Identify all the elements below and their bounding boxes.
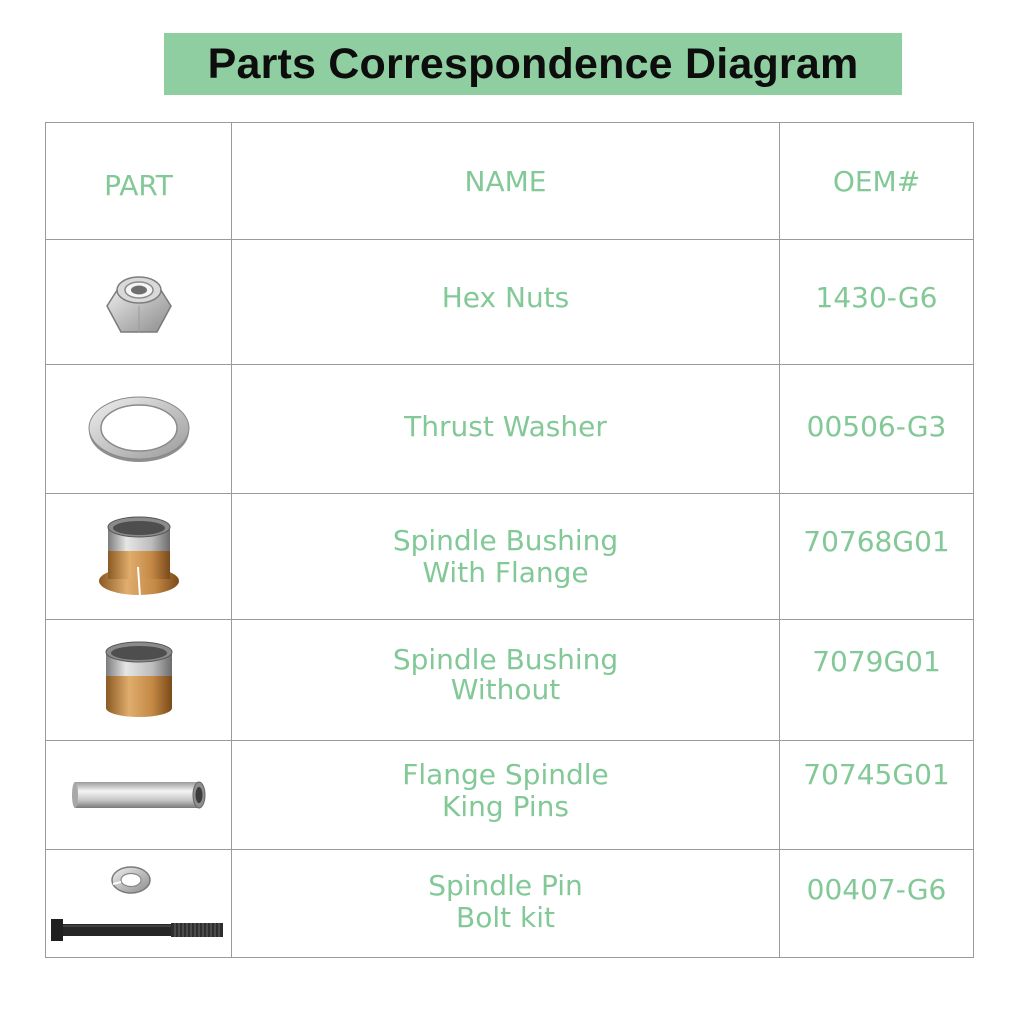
part-image-cell [46,620,232,741]
part-name-line1: Spindle Pin [428,868,583,902]
oem-number: 7079G01 [812,645,941,678]
page-title: Parts Correspondence Diagram [207,39,859,88]
part-image-cell [46,240,232,365]
part-name-line2: King Pins [442,790,569,823]
oem-number: 00506-G3 [806,410,947,443]
oem-number-cell [780,850,974,958]
part-name-cell [232,850,780,958]
thrust-washer-icon [87,394,191,464]
header-oem: OEM# [780,123,974,240]
table-row [46,850,974,958]
part-image-cell [46,741,232,850]
oem-number: 00407-G6 [806,872,947,906]
part-name-line2: With Flange [422,555,589,589]
table-row [46,365,974,494]
king-pin-icon [71,778,207,812]
table-row [46,494,974,620]
part-image-cell [46,494,232,620]
oem-number-cell [780,365,974,494]
table-row [46,240,974,365]
flanged-bushing-icon [98,515,180,599]
part-name-line2: Without [450,673,561,706]
oem-number: 70745G01 [803,758,950,791]
bolt-kit-icon [51,866,227,942]
parts-table [45,122,974,958]
oem-number-cell [780,620,974,741]
part-name-line1: Spindle Bushing [392,643,619,676]
bushing-icon [103,640,175,720]
part-name-line2: Bolt kit [456,900,555,934]
part-name-cell [232,240,780,365]
header-name: NAME [232,123,780,240]
header-part: PART [46,123,232,240]
part-name: Thrust Washer [404,410,607,443]
part-name-cell [232,741,780,850]
title-banner [164,33,902,95]
oem-number: 1430-G6 [815,281,938,314]
oem-number-cell [780,494,974,620]
part-name-cell [232,494,780,620]
oem-number-cell [780,240,974,365]
part-image-cell [46,365,232,494]
part-image-cell [46,850,232,958]
oem-number-cell [780,741,974,850]
part-name-cell [232,365,780,494]
part-name-cell [232,620,780,741]
hex-nut-icon [103,266,175,338]
part-name: Hex Nuts [441,281,570,314]
part-name-line1: Spindle Bushing [392,523,619,557]
oem-number: 70768G01 [803,524,950,558]
table-row [46,620,974,741]
part-name-line1: Flange Spindle [402,758,609,791]
table-row [46,741,974,850]
header-row [46,123,974,240]
